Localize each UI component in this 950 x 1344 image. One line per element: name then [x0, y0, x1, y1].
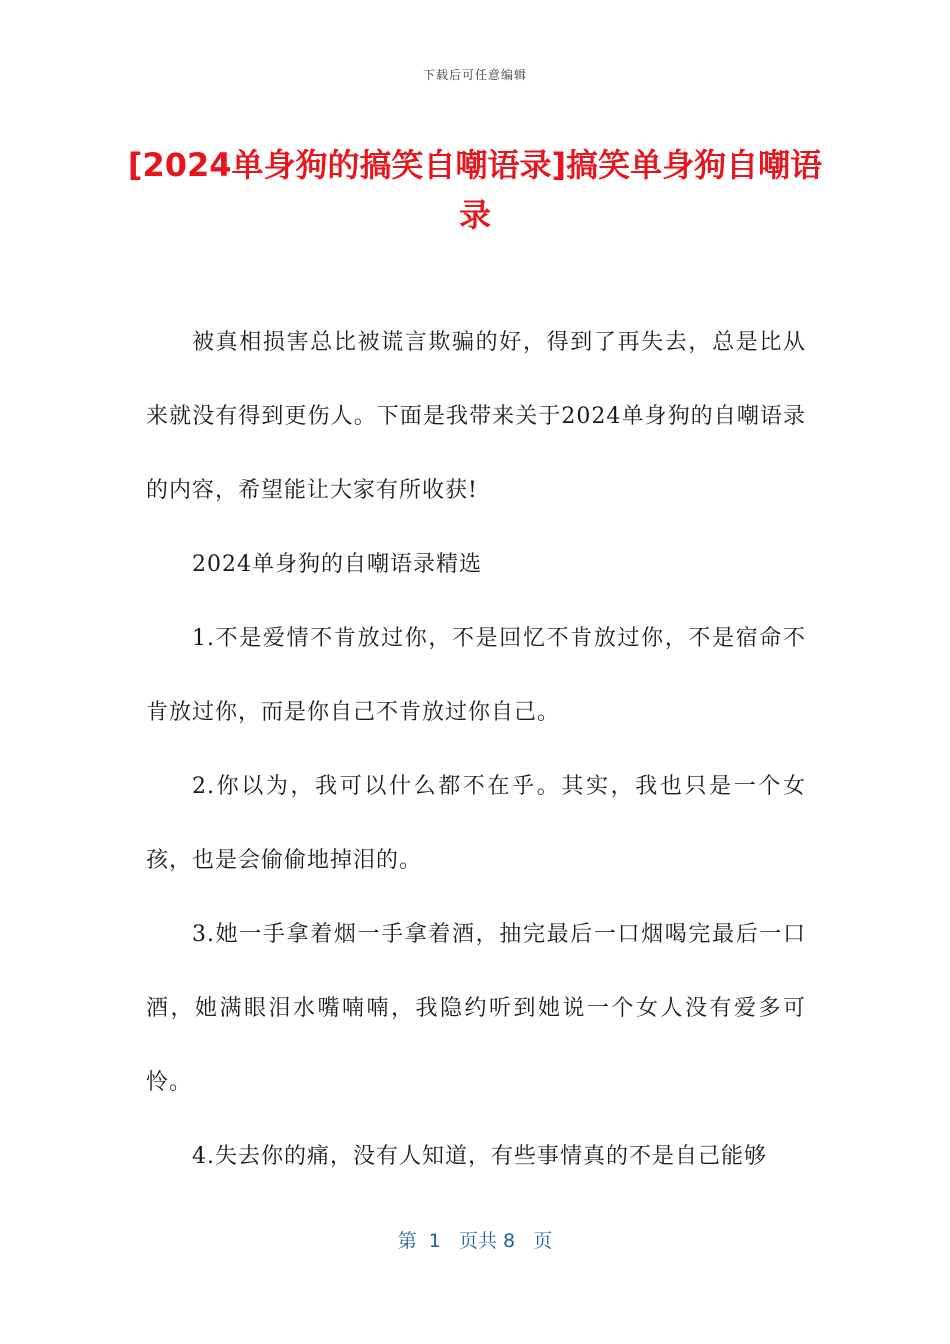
paragraph-quote-2: 2.你以为，我可以什么都不在乎。其实，我也只是一个女孩，也是会偷偷地掉泪的。 [146, 774, 806, 873]
paragraph-quote-1: 1.不是爱情不肯放过你，不是回忆不肯放过你，不是宿命不肯放过你，而是你自己不肯放过你自己。 [146, 626, 806, 725]
document-title: [2024单身狗的搞笑自嘲语录]搞笑单身狗自嘲语录 [127, 146, 823, 234]
header-note: 下载后可任意编辑 [422, 68, 527, 82]
paragraph-intro: 被真相损害总比被谎言欺骗的好，得到了再失去，总是比从来就没有得到更伤人。下面是我带来关于2024单身狗的自嘲语录的内容，希望能让大家有所收获! [146, 330, 806, 503]
page-number-footer: 第 1 页共 8 页 [397, 1230, 553, 1252]
paragraph-section-heading: 2024单身狗的自嘲语录精选 [192, 552, 482, 577]
document-body [146, 306, 806, 1194]
paragraph-quote-3: 3.她一手拿着烟一手拿着酒，抽完最后一口烟喝完最后一口酒，她满眼泪水嘴喃喃，我隐约听到她说一个女人没有爱多可怜。 [146, 922, 806, 1095]
paragraph-quote-4: 4.失去你的痛，没有人知道，有些事情真的不是自己能够 [192, 1144, 767, 1169]
